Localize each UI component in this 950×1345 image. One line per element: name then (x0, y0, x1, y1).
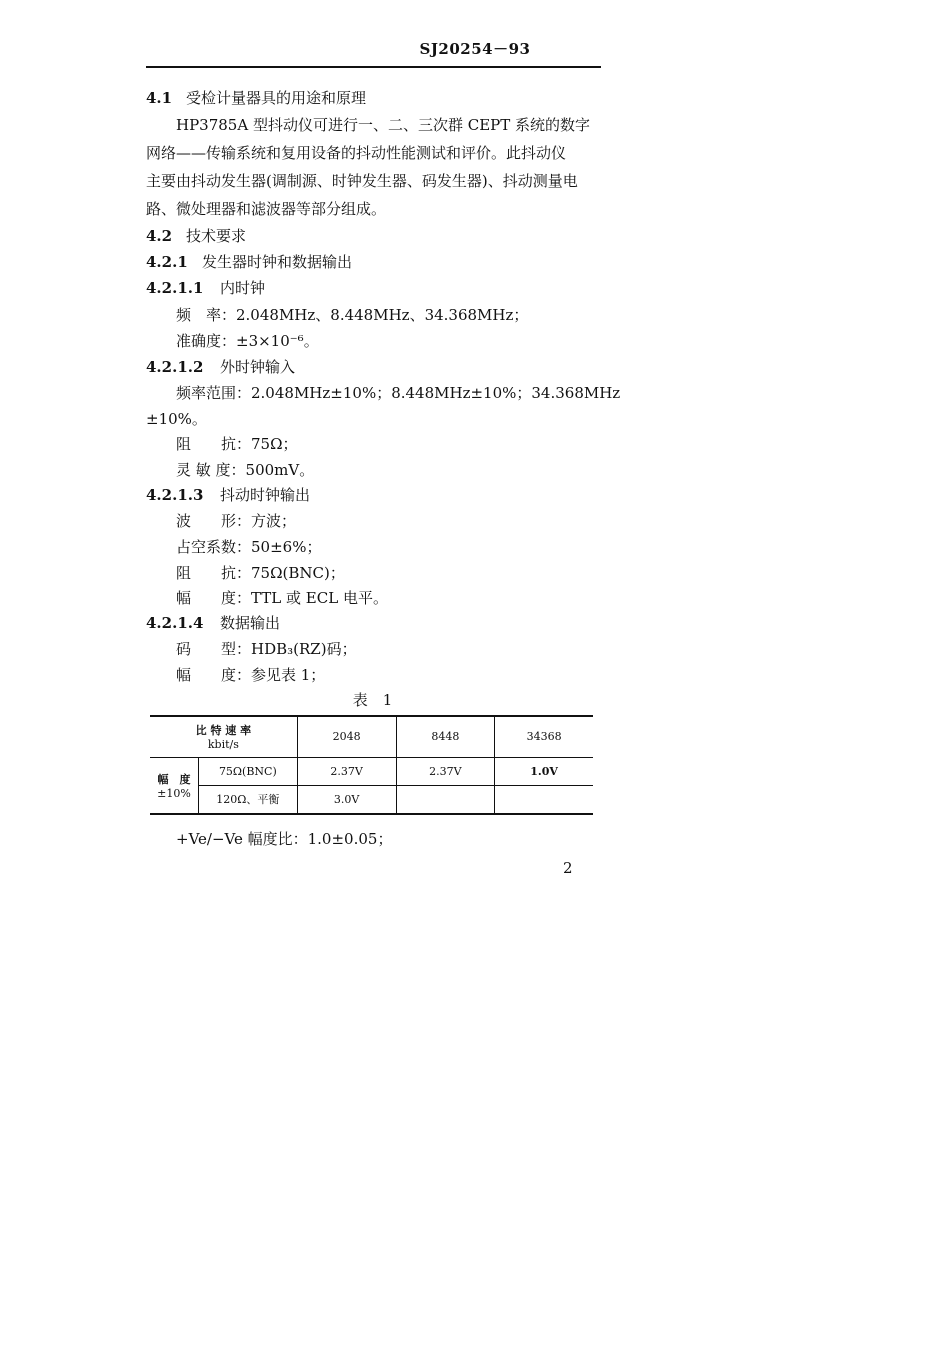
spec-line: 阻 抗：75Ω(BNC)； (176, 564, 345, 582)
section-title: 受检计量器具的用途和原理 (186, 89, 367, 107)
section-4-2-1-2-heading (146, 357, 295, 377)
row-group-label-line1: 幅 度 (157, 772, 191, 786)
row-group-label (150, 757, 198, 813)
header-unit-label: kbit/s (207, 737, 239, 751)
section-title: 数据输出 (220, 614, 281, 632)
spec-line: 阻 抗：75Ω； (176, 435, 298, 453)
spec-line: 幅 度：参见表 1； (176, 666, 326, 684)
section-4-2-1-heading (146, 252, 352, 272)
header-rate-label: 比 特 速 率 (195, 723, 252, 737)
section-number: 4.2.1 (146, 253, 188, 271)
section-title: 内时钟 (220, 279, 266, 297)
section-title: 技术要求 (186, 227, 247, 245)
para-line: HP3785A 型抖动仪可进行一、二、三次群 CEPT 系统的数字 (176, 116, 591, 134)
spec-line: 频 率：2.048MHz、8.448MHz、34.368MHz； (176, 306, 529, 324)
header-rate-cell (150, 716, 297, 757)
section-number: 4.2.1.4 (146, 614, 204, 632)
table-row (150, 785, 593, 813)
section-number: 4.2.1.1 (146, 279, 204, 297)
spec-line: 码 型：HDB₃(RZ)码； (176, 640, 357, 658)
page-header-code: SJ20254－93 (419, 40, 531, 58)
para-line: 网络——传输系统和复用设备的抖动性能测试和评价。此抖动仪 (146, 144, 567, 162)
section-number: 4.2 (146, 227, 173, 245)
page-number: 2 (563, 859, 573, 877)
table-header-row (150, 716, 593, 757)
col-header: 34368 (495, 716, 593, 757)
section-4-2-1-4-heading (146, 613, 280, 633)
section-number: 4.2.1.2 (146, 358, 204, 376)
section-title: 抖动时钟输出 (220, 486, 311, 504)
spec-line: 灵 敏 度：500mV。 (176, 461, 315, 479)
spec-line: 幅 度：TTL 或 ECL 电平。 (176, 589, 388, 607)
table-bottom-rule (150, 813, 593, 815)
section-title: 外时钟输入 (220, 358, 296, 376)
table-cell: 3.0V (297, 785, 396, 813)
header-rule (146, 66, 601, 68)
table-caption: 表 1 (352, 691, 393, 709)
section-4-2-1-1-heading (146, 278, 265, 298)
table-row (150, 757, 593, 785)
section-number: 4.2.1.3 (146, 486, 204, 504)
spec-line: ±10%。 (146, 410, 207, 428)
amplitude-ratio-line: +Ve/−Ve 幅度比：1.0±0.05； (176, 830, 393, 848)
spec-line: 准确度：±3×10⁻⁶。 (176, 332, 319, 350)
table-cell: 2.37V (396, 757, 495, 785)
table-cell (495, 785, 593, 813)
para-line: 路、微处理器和滤波器等部分组成。 (146, 200, 387, 218)
amplitude-table (150, 716, 593, 813)
section-title: 发生器时钟和数据输出 (202, 253, 353, 271)
col-header: 2048 (297, 716, 396, 757)
section-4-1-heading (146, 88, 366, 108)
spec-line: 占空系数：50±6%； (176, 538, 322, 556)
table-cell (396, 785, 495, 813)
row-label: 120Ω、平衡 (198, 785, 297, 813)
spec-line: 频率范围：2.048MHz±10%；8.448MHz±10%；34.368MHz (176, 384, 621, 402)
para-line: 主要由抖动发生器(调制源、时钟发生器、码发生器)、抖动测量电 (146, 172, 578, 190)
table-cell: 2.37V (297, 757, 396, 785)
row-label: 75Ω(BNC) (198, 757, 297, 785)
section-number: 4.1 (146, 89, 173, 107)
section-4-2-heading (146, 226, 246, 246)
spec-line: 波 形：方波； (176, 512, 297, 530)
col-header: 8448 (396, 716, 495, 757)
section-4-2-1-3-heading (146, 485, 310, 505)
row-group-label-line2: ±10% (157, 786, 191, 800)
table-cell: 1.0V (495, 757, 593, 785)
